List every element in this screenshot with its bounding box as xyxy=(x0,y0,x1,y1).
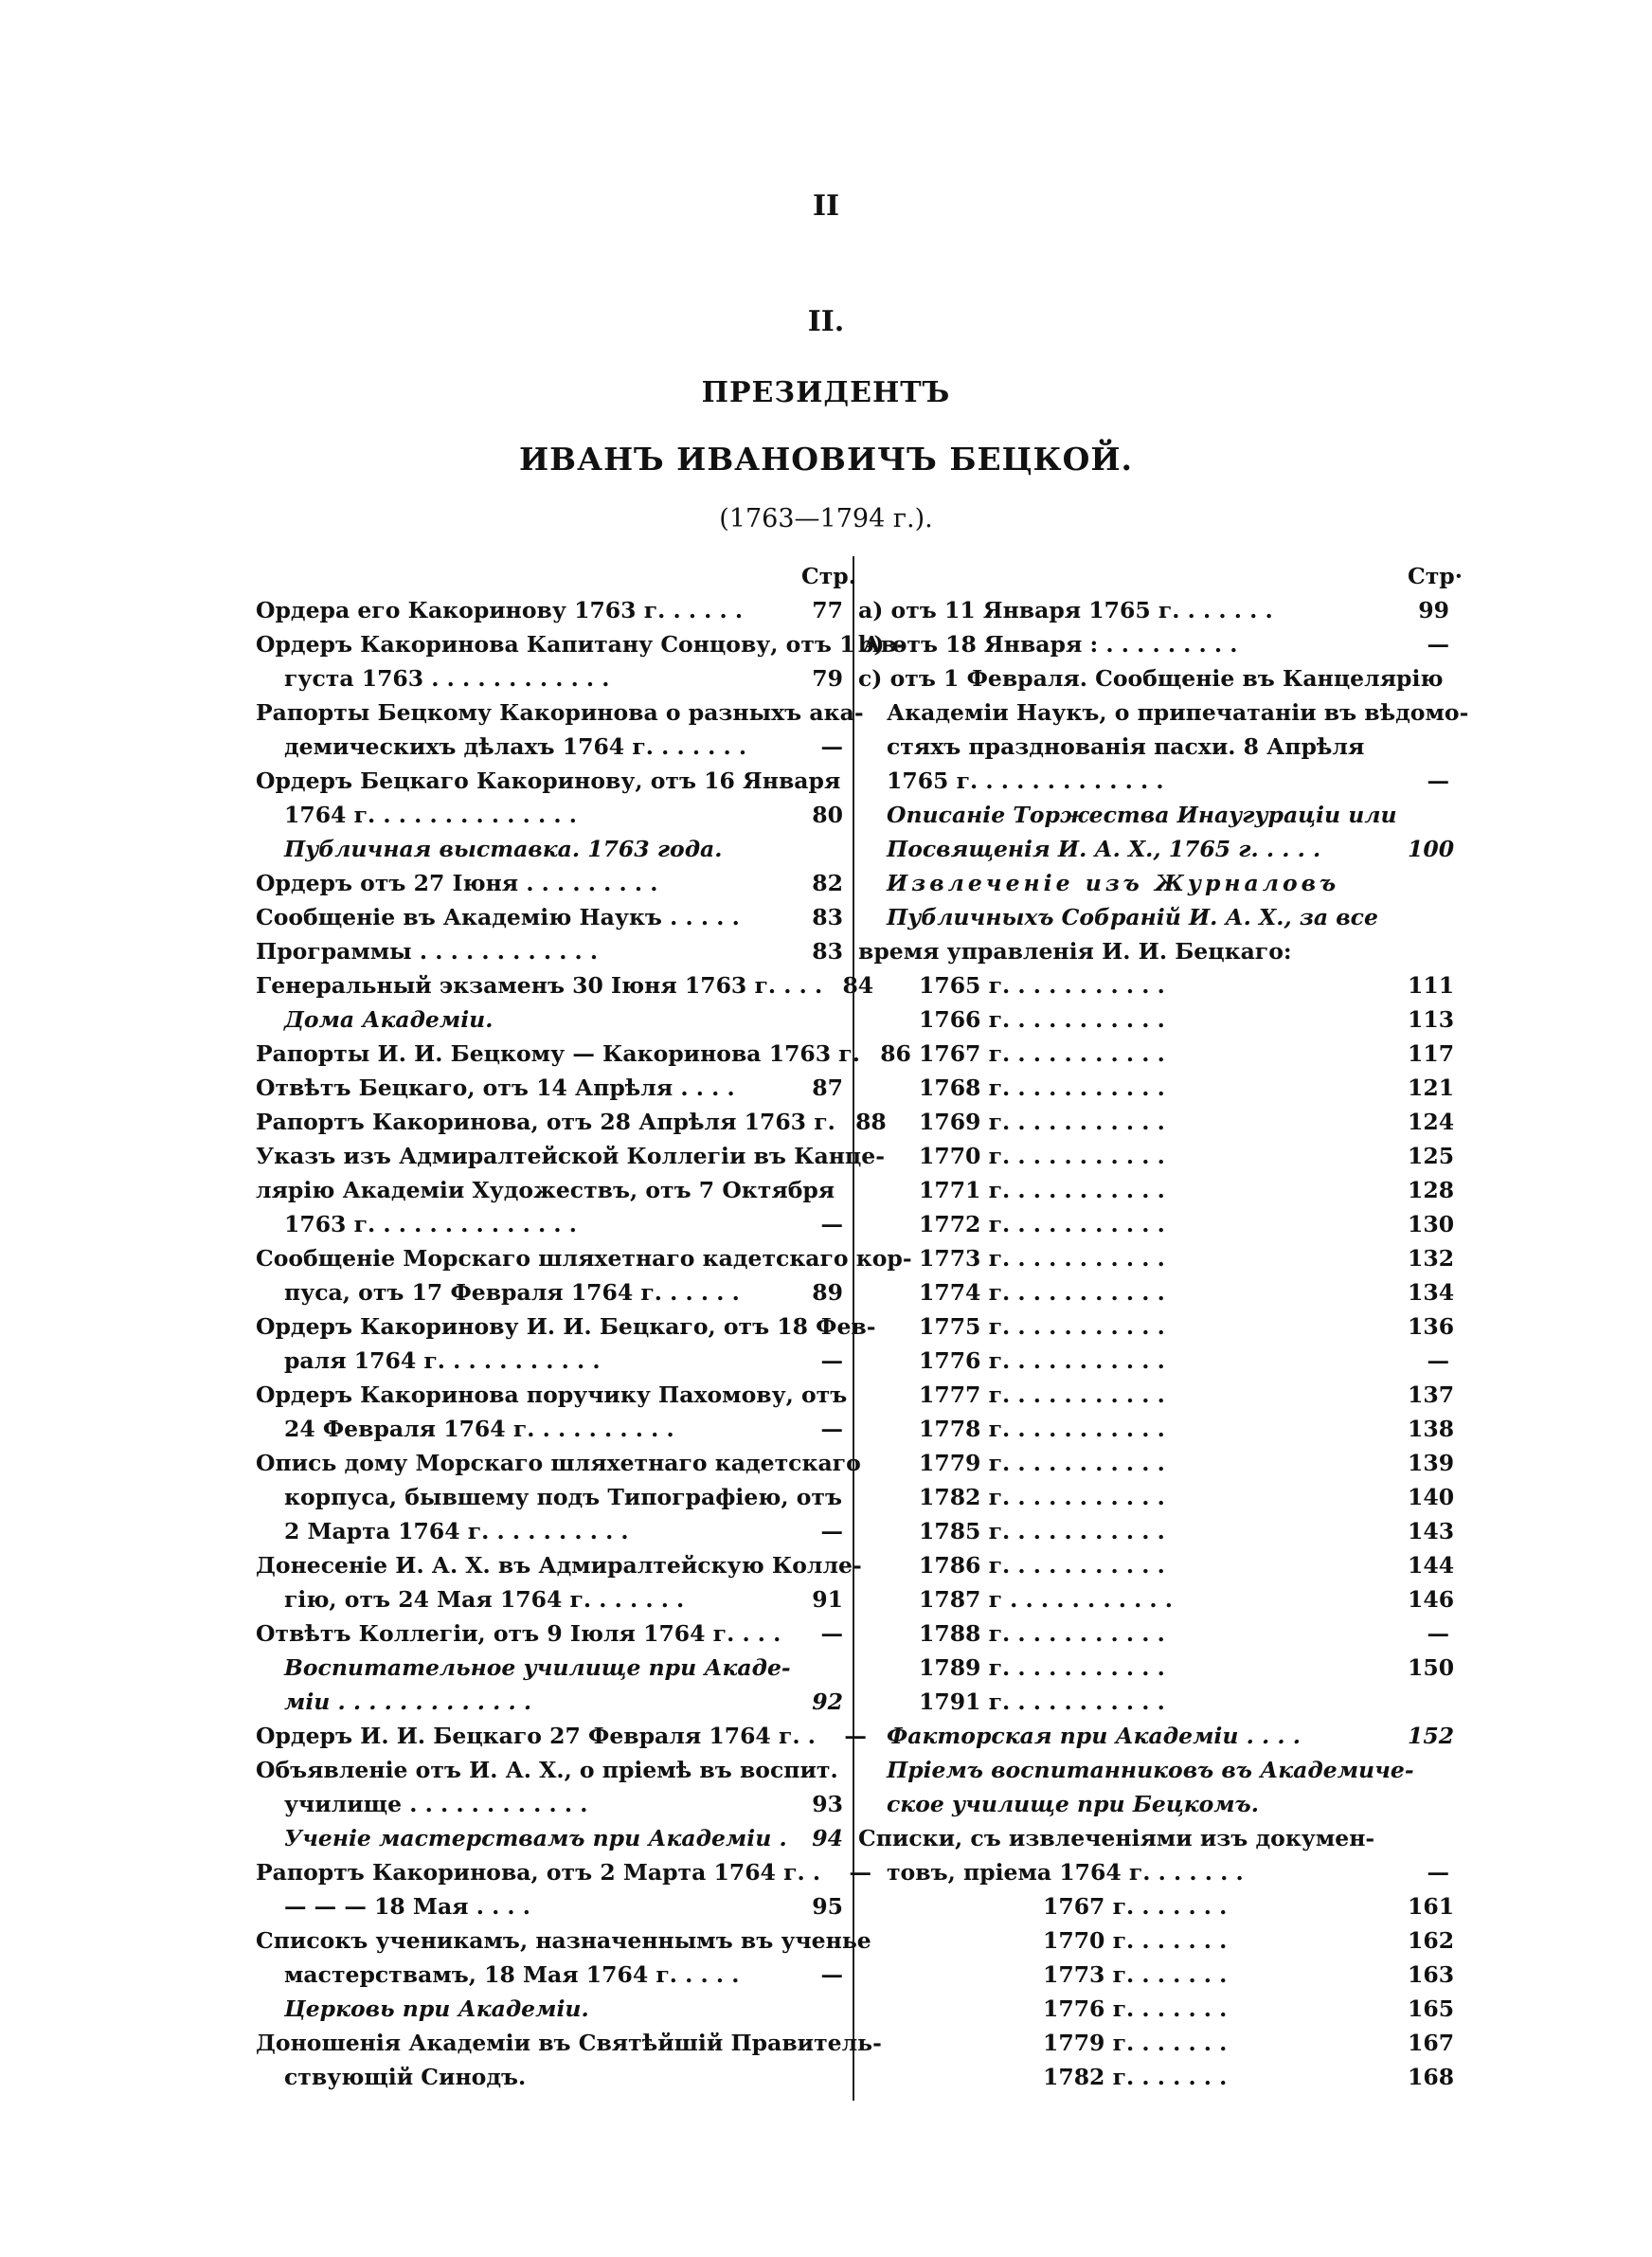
right-entry-text: 1782 г. . . . . . . . . . . xyxy=(919,1484,1165,1510)
right-entry-page: 168 xyxy=(1408,2064,1455,2090)
left-entry-text: Ордеръ Какоринову И. И. Бецкаго, отъ 18 Фев- xyxy=(256,1313,876,1340)
left-entry-page: — xyxy=(820,1620,843,1647)
page-number: II xyxy=(812,190,840,223)
left-column-header-row xyxy=(256,559,856,593)
left-entry-text: Указъ изъ Адмиралтейской Коллегіи въ Канце- xyxy=(256,1143,885,1169)
left-entry xyxy=(256,1037,911,1071)
right-entry-page: 144 xyxy=(1408,1552,1455,1579)
right-entry xyxy=(858,968,1455,1002)
left-entry-page: — xyxy=(849,1859,872,1886)
right-entry-page: 163 xyxy=(1408,1961,1455,1988)
right-entry-text: 1779 г. . . . . . . . . . . xyxy=(919,1450,1165,1476)
left-entry-text: 2 Марта 1764 г. . . . . . . . . . xyxy=(284,1518,629,1544)
left-entry-text: лярію Академіи Художествъ, отъ 7 Октября xyxy=(256,1177,835,1203)
left-entry-page: 93 xyxy=(812,1791,843,1817)
right-entry xyxy=(858,2060,1455,2094)
right-entry xyxy=(858,1037,1455,1071)
left-entry-text: густа 1763 . . . . . . . . . . . . xyxy=(284,665,610,692)
right-entry-page: 99 xyxy=(1418,597,1449,623)
right-entry xyxy=(858,1719,1455,1753)
left-entry-page: — xyxy=(820,1518,843,1544)
right-entry xyxy=(858,1071,1455,1105)
right-entry-page: 125 xyxy=(1408,1143,1455,1169)
left-entry-page: 91 xyxy=(812,1586,843,1613)
right-entry xyxy=(858,1002,1455,1037)
right-entry-page: 100 xyxy=(1408,836,1455,862)
right-entry xyxy=(858,1105,1455,1139)
left-entry-text: Программы . . . . . . . . . . . . xyxy=(256,938,599,965)
right-entry xyxy=(858,764,1449,798)
right-entry xyxy=(858,1412,1455,1446)
left-entry-text: Ордеръ отъ 27 Іюня . . . . . . . . . xyxy=(256,870,658,896)
right-entry-text: Факторская при Академіи . . . . xyxy=(887,1723,1301,1749)
section-number: II. xyxy=(807,305,845,338)
right-entry-page: 165 xyxy=(1408,1995,1455,2022)
right-entry xyxy=(858,1514,1455,1548)
left-entry xyxy=(256,1105,887,1139)
right-entry xyxy=(858,1344,1449,1378)
right-entry-page: 150 xyxy=(1408,1654,1455,1681)
left-entry xyxy=(256,661,843,695)
right-entry-text: а) отъ 11 Января 1765 г. . . . . . . xyxy=(858,597,1273,623)
left-entry-text: мастерствамъ, 18 Мая 1764 г. . . . . xyxy=(284,1961,740,1988)
years-range: (1763—1794 г.). xyxy=(719,504,933,533)
right-entry-text: 1777 г. . . . . . . . . . . xyxy=(919,1381,1165,1408)
right-entry xyxy=(858,2026,1455,2060)
left-entry-page: — xyxy=(844,1723,867,1749)
right-entry-text: 1771 г. . . . . . . . . . . xyxy=(919,1177,1165,1203)
left-entry-text: пуса, отъ 17 Февраля 1764 г. . . . . . xyxy=(284,1279,740,1306)
right-entry xyxy=(858,1651,1455,1685)
left-entry xyxy=(256,1514,843,1548)
left-entry xyxy=(256,2060,843,2094)
right-entry xyxy=(858,593,1449,627)
right-entry-text: 1765 г. . . . . . . . . . . xyxy=(919,972,1165,999)
right-entry-page: 121 xyxy=(1408,1074,1455,1101)
right-entry xyxy=(858,1275,1455,1309)
right-entry xyxy=(858,1923,1455,1958)
left-entry xyxy=(256,1753,843,1787)
right-entry-page: 137 xyxy=(1408,1381,1455,1408)
left-entry xyxy=(256,1207,843,1241)
right-entry xyxy=(858,900,1449,934)
right-entry xyxy=(858,1446,1455,1480)
left-entry-page: 89 xyxy=(812,1279,843,1306)
right-entry xyxy=(858,1855,1449,1889)
left-entry xyxy=(256,1616,843,1651)
left-entry-text: Донесеніе И. А. Х. въ Адмиралтейскую Колле- xyxy=(256,1552,862,1579)
right-entry xyxy=(858,1821,1449,1855)
right-entry-text: 1770 г. . . . . . . . . . . xyxy=(919,1143,1165,1169)
left-entry-text: Списокъ ученикамъ, назначеннымъ въ ученье xyxy=(256,1927,871,1954)
right-entry-page: 161 xyxy=(1408,1893,1455,1920)
left-entry-text: Ордеръ Какоринова поручику Пахомову, отъ xyxy=(256,1381,848,1408)
right-entry-text: 1789 г. . . . . . . . . . . xyxy=(919,1654,1165,1681)
left-entry-page: 86 xyxy=(880,1040,911,1067)
right-entry-text: 1787 г . . . . . . . . . . . xyxy=(919,1586,1173,1613)
right-entry-text: 1778 г. . . . . . . . . . . xyxy=(919,1416,1165,1442)
left-entry xyxy=(256,1719,867,1753)
right-entry-text: 1766 г. . . . . . . . . . . xyxy=(919,1006,1165,1033)
left-entry xyxy=(256,1958,843,1992)
left-column xyxy=(256,559,912,2094)
left-entry-page: 94 xyxy=(812,1825,843,1851)
left-entry-text: Рапортъ Какоринова, отъ 28 Апрѣля 1763 г. xyxy=(256,1109,835,1135)
left-entry-text: Опись дому Морскаго шляхетнаго кадетскаго xyxy=(256,1450,861,1476)
right-entry-page: 167 xyxy=(1408,2030,1455,2056)
right-entry xyxy=(858,695,1469,730)
right-entry-page: — xyxy=(1427,631,1449,658)
left-entry-text: Отвѣтъ Бецкаго, отъ 14 Апрѣля . . . . xyxy=(256,1074,735,1101)
right-entry-text: 1782 г. . . . . . . xyxy=(1043,2064,1228,2090)
right-entry xyxy=(858,1548,1455,1582)
right-entry xyxy=(858,730,1449,764)
left-entry xyxy=(256,798,843,832)
right-entry-text: стяхъ празднованія пасхи. 8 Апрѣля xyxy=(887,733,1365,760)
right-entry-page: 136 xyxy=(1408,1313,1455,1340)
right-entry xyxy=(858,866,1449,900)
right-entry xyxy=(858,1173,1455,1207)
left-entry-text: Публичная выставка. 1763 года. xyxy=(284,836,723,862)
right-entry xyxy=(858,1753,1449,1787)
right-entry-text: Посвященія И. А. Х., 1765 г. . . . . xyxy=(887,836,1321,862)
left-entry xyxy=(256,1855,872,1889)
left-entry-text: Воспитательное училище при Акаде- xyxy=(284,1654,791,1681)
left-entry-page: 84 xyxy=(842,972,874,999)
left-entry xyxy=(256,1139,885,1173)
left-entry-text: міи . . . . . . . . . . . . . xyxy=(284,1688,532,1715)
left-entry xyxy=(256,1071,843,1105)
left-entry-text: Сообщеніе Морскаго шляхетнаго кадетскаго кор- xyxy=(256,1245,912,1272)
left-entry-page: 88 xyxy=(855,1109,887,1135)
left-entry xyxy=(256,593,843,627)
left-entry-text: корпуса, бывшему подъ Типографіею, отъ xyxy=(284,1484,843,1510)
right-entry-page: 134 xyxy=(1408,1279,1455,1306)
left-entry-text: училище . . . . . . . . . . . . xyxy=(284,1791,588,1817)
left-entry-page: — xyxy=(820,1347,843,1374)
left-entry-text: Ученіе мастерствамъ при Академіи . xyxy=(284,1825,787,1851)
president-name: ИВАНЪ ИВАНОВИЧЪ БЕЦКОЙ. xyxy=(519,441,1133,478)
left-entry xyxy=(256,1582,843,1616)
right-entry-text: 1767 г. . . . . . . . . . . xyxy=(919,1040,1165,1067)
right-entry-text: 1785 г. . . . . . . . . . . xyxy=(919,1518,1165,1544)
right-entry-page: 128 xyxy=(1408,1177,1455,1203)
right-entry-text: Академіи Наукъ, о припечатаніи въ вѣдомо- xyxy=(887,699,1469,726)
right-entry-page: 117 xyxy=(1408,1040,1455,1067)
left-entry-page: 87 xyxy=(812,1074,843,1101)
left-entry xyxy=(256,695,864,730)
right-column-header-row xyxy=(858,559,1463,593)
right-entry-text: товъ, пріема 1764 г. . . . . . . xyxy=(887,1859,1244,1886)
left-entry xyxy=(256,2026,882,2060)
left-entry xyxy=(256,1344,843,1378)
left-column-header: Стр. xyxy=(801,563,856,589)
left-entry xyxy=(256,1685,843,1719)
left-entry-text: Ордеръ Бецкаго Какоринову, отъ 16 Января xyxy=(256,767,841,794)
right-entry-page: 130 xyxy=(1408,1211,1455,1237)
right-entry-text: 1776 г. . . . . . . xyxy=(1043,1995,1228,2022)
right-entry-page: 113 xyxy=(1408,1006,1455,1033)
right-entry xyxy=(858,627,1449,661)
left-entry-page: 92 xyxy=(812,1688,843,1715)
right-entry xyxy=(858,1685,1449,1719)
left-entry xyxy=(256,1241,912,1275)
right-entry-text: 1779 г. . . . . . . xyxy=(1043,2030,1228,2056)
right-entry-text: 1791 г. . . . . . . . . . . xyxy=(919,1688,1165,1715)
left-entry xyxy=(256,1821,843,1855)
right-entry xyxy=(858,1207,1455,1241)
left-entry-text: Рапортъ Какоринова, отъ 2 Марта 1764 г. . xyxy=(256,1859,821,1886)
left-entries xyxy=(256,593,912,2094)
right-entry-text: c) отъ 1 Февраля. Сообщеніе въ Канцелярію xyxy=(858,665,1444,692)
left-entry-text: Ордера его Какоринову 1763 г. . . . . . xyxy=(256,597,744,623)
left-entry-page: 80 xyxy=(812,802,843,828)
left-entry xyxy=(256,627,906,661)
left-entry xyxy=(256,730,843,764)
left-entry-page: — xyxy=(820,733,843,760)
right-entry xyxy=(858,1139,1455,1173)
right-entry-page: — xyxy=(1427,1859,1449,1886)
left-entry-text: раля 1764 г. . . . . . . . . . . xyxy=(284,1347,601,1374)
right-entry-page: — xyxy=(1427,1347,1449,1374)
left-entry xyxy=(256,934,843,968)
right-entry xyxy=(858,798,1449,832)
right-entry-page: — xyxy=(1427,1620,1449,1647)
right-entry xyxy=(858,661,1449,695)
left-entry-text: демическихъ дѣлахъ 1764 г. . . . . . . xyxy=(284,733,747,760)
right-entry-page: 111 xyxy=(1408,972,1455,999)
left-entry-text: Сообщеніе въ Академію Наукъ . . . . . xyxy=(256,904,740,930)
right-entry-page: 124 xyxy=(1408,1109,1455,1135)
left-entry xyxy=(256,1651,843,1685)
right-entry xyxy=(858,1378,1455,1412)
right-entry xyxy=(858,1309,1455,1344)
right-entry xyxy=(858,934,1449,968)
left-entry-text: — — — 18 Мая . . . . xyxy=(284,1893,530,1920)
right-entry-text: 1788 г. . . . . . . . . . . xyxy=(919,1620,1165,1647)
right-entry-page: 152 xyxy=(1408,1723,1455,1749)
left-entry xyxy=(256,900,843,934)
left-entry xyxy=(256,1992,843,2026)
left-entry xyxy=(256,764,843,798)
left-entry xyxy=(256,1446,861,1480)
right-entry xyxy=(858,832,1455,866)
left-entry-page: 79 xyxy=(812,665,843,692)
right-entry-page: 138 xyxy=(1408,1416,1455,1442)
left-entry-page: 83 xyxy=(812,938,843,965)
right-entry-text: 1774 г. . . . . . . . . . . xyxy=(919,1279,1165,1306)
left-entry xyxy=(256,1378,848,1412)
left-entry-text: Генеральный экзаменъ 30 Іюня 1763 г. . . . xyxy=(256,972,823,999)
left-entry-page: — xyxy=(820,1416,843,1442)
left-entry xyxy=(256,968,874,1002)
left-entry-text: 1764 г. . . . . . . . . . . . . . xyxy=(284,802,577,828)
right-entry xyxy=(858,1787,1449,1821)
right-entry-page: — xyxy=(1427,767,1449,794)
right-entry-text: Извлеченіе изъ Журналовъ xyxy=(887,870,1340,896)
right-entry-text: 1776 г. . . . . . . . . . . xyxy=(919,1347,1165,1374)
right-entries xyxy=(858,593,1469,2094)
left-entry-text: Церковь при Академіи. xyxy=(284,1995,589,2022)
left-entry xyxy=(256,1002,843,1037)
left-entry xyxy=(256,1787,843,1821)
left-entry-page: 83 xyxy=(812,904,843,930)
left-entry-page: — xyxy=(820,1211,843,1237)
left-entry xyxy=(256,866,843,900)
left-entry xyxy=(256,1309,876,1344)
right-entry-page: 139 xyxy=(1408,1450,1455,1476)
left-entry-text: 24 Февраля 1764 г. . . . . . . . . . xyxy=(284,1416,674,1442)
right-entry-text: 1767 г. . . . . . . xyxy=(1043,1893,1228,1920)
right-entry-text: время управленія И. И. Бецкаго: xyxy=(858,938,1292,965)
right-entry-text: Описаніе Торжества Инаугураціи или xyxy=(887,802,1397,828)
left-entry-page: 82 xyxy=(812,870,843,896)
left-entry-page: 95 xyxy=(812,1893,843,1920)
left-entry-text: Ордеръ И. И. Бецкаго 27 Февраля 1764 г. . xyxy=(256,1723,816,1749)
right-entry xyxy=(858,1616,1449,1651)
right-entry xyxy=(858,1889,1455,1923)
left-entry xyxy=(256,832,843,866)
left-entry xyxy=(256,1923,871,1958)
right-entry-page: 146 xyxy=(1408,1586,1455,1613)
right-entry-page: 140 xyxy=(1408,1484,1455,1510)
left-entry xyxy=(256,1412,843,1446)
left-entry-text: 1763 г. . . . . . . . . . . . . . xyxy=(284,1211,577,1237)
right-entry-text: 1773 г. . . . . . . . . . . xyxy=(919,1245,1165,1272)
right-entry xyxy=(858,1241,1455,1275)
right-entry-text: 1770 г. . . . . . . xyxy=(1043,1927,1228,1954)
right-entry-text: Пріемъ воспитанниковъ въ Академиче- xyxy=(887,1757,1414,1783)
left-entry-text: Доношенія Академіи въ Святѣйшій Правитель- xyxy=(256,2030,882,2056)
left-entry-text: Рапорты Бецкому Какоринова о разныхъ ака- xyxy=(256,699,864,726)
right-entry-text: 1768 г. . . . . . . . . . . xyxy=(919,1074,1165,1101)
right-entry-text: 1769 г. . . . . . . . . . . xyxy=(919,1109,1165,1135)
right-entry xyxy=(858,1480,1455,1514)
left-entry-text: Отвѣтъ Коллегіи, отъ 9 Іюля 1764 г. . . . xyxy=(256,1620,781,1647)
right-column xyxy=(858,559,1469,2094)
left-entry xyxy=(256,1889,843,1923)
right-entry-page: 143 xyxy=(1408,1518,1455,1544)
left-entry-page: 77 xyxy=(812,597,843,623)
right-entry-text: ское училище при Бецкомъ. xyxy=(887,1791,1259,1817)
left-entry-text: Ордеръ Какоринова Капитану Сонцову, отъ 1 Ав- xyxy=(256,631,906,658)
right-entry-text: 1786 г. . . . . . . . . . . xyxy=(919,1552,1165,1579)
right-entry-text: 1775 г. . . . . . . . . . . xyxy=(919,1313,1165,1340)
left-entry xyxy=(256,1173,843,1207)
right-entry-text: 1772 г. . . . . . . . . . . xyxy=(919,1211,1165,1237)
section-title: ПРЕЗИДЕНТЪ xyxy=(701,376,951,409)
left-entry-text: Рапорты И. И. Бецкому — Какоринова 1763 г. xyxy=(256,1040,860,1067)
left-entry xyxy=(256,1548,862,1582)
left-entry-text: ствующій Синодъ. xyxy=(284,2064,527,2090)
right-entry-page: 132 xyxy=(1408,1245,1455,1272)
right-entry xyxy=(858,1582,1455,1616)
right-column-header: Стр· xyxy=(1408,563,1463,589)
right-entry xyxy=(858,1958,1455,1992)
right-entry-page: 162 xyxy=(1408,1927,1455,1954)
right-entry-text: Списки, съ извлеченіями изъ докумен- xyxy=(858,1825,1375,1851)
left-entry-text: гію, отъ 24 Мая 1764 г. . . . . . . xyxy=(284,1586,685,1613)
right-entry-text: 1773 г. . . . . . . xyxy=(1043,1961,1228,1988)
left-entry-page: — xyxy=(820,1961,843,1988)
left-entry-text: Дома Академіи. xyxy=(284,1006,494,1033)
left-entry xyxy=(256,1275,843,1309)
right-entry-text: 1765 г. . . . . . . . . . . . . xyxy=(887,767,1164,794)
right-entry-text: Публичныхъ Собраній И. А. Х., за все xyxy=(887,904,1378,930)
left-entry-text: Объявленіе отъ И. А. Х., о пріемѣ въ воспит. xyxy=(256,1757,838,1783)
right-entry xyxy=(858,1992,1455,2026)
right-entry-text: b) отъ 18 Января : . . . . . . . . . xyxy=(858,631,1238,658)
left-entry xyxy=(256,1480,843,1514)
